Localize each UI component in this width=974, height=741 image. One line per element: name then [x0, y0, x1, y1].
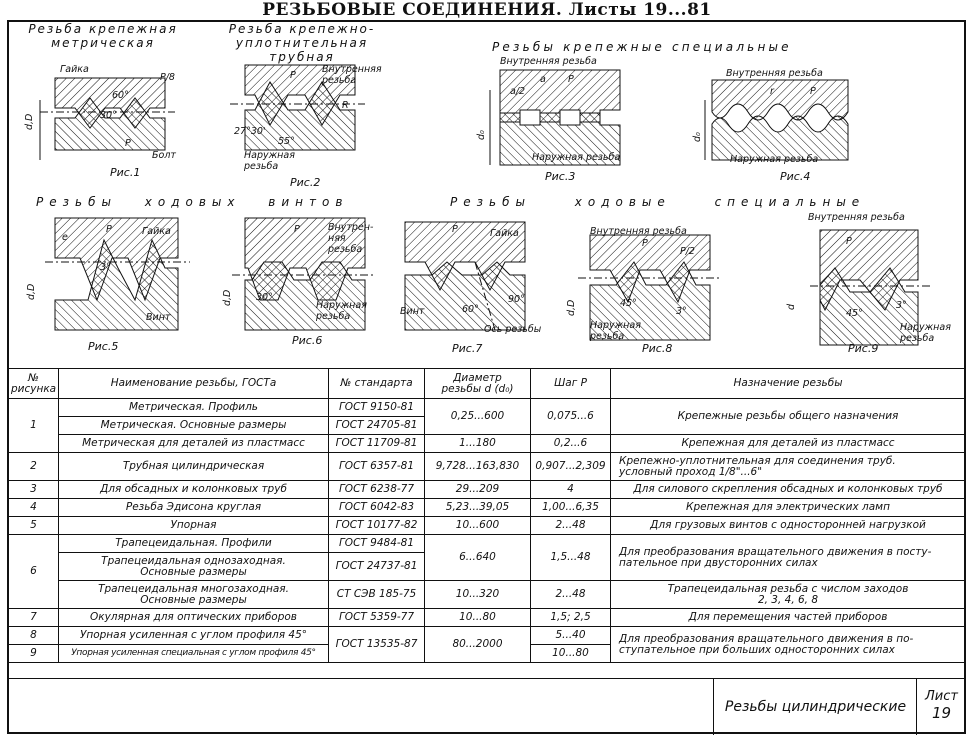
row-purpose: Для грузовых винтов с односторонней нагрузкой — [611, 517, 966, 535]
row-step: 5...40 — [531, 627, 611, 645]
sheet-label: Лист — [925, 689, 958, 704]
fig4-external-label: Наружная резьба — [730, 154, 819, 165]
fig4-r-label: r — [770, 86, 774, 97]
fig5-3-label: 3° — [100, 262, 111, 273]
row-std: ГОСТ 6042-83 — [329, 499, 425, 517]
row-no: 7 — [9, 609, 59, 627]
row-step: 4 — [531, 481, 611, 499]
group-metric-title: Резьба крепежная метрическая — [28, 22, 178, 50]
table-row — [9, 481, 966, 499]
row-name: Резьба Эдисона круглая — [59, 499, 329, 517]
table-row — [9, 627, 966, 645]
fig1-p-label: P — [125, 138, 131, 149]
row-dia: 29...209 — [425, 481, 531, 499]
row-std: ГОСТ 11709-81 — [329, 435, 425, 453]
fig9-3-label: 3° — [896, 300, 907, 311]
fig7-nut-label: Гайка — [490, 228, 519, 239]
row-purpose: Трапецеидальная резьба с числом заходов 2, 3, 4, 6, 8 — [611, 581, 966, 609]
fig8-internal-label: Внутренняя резьба — [590, 226, 687, 237]
row-purpose: Для силового скрепления обсадных и колонковых труб — [611, 481, 966, 499]
row-no: 3 — [9, 481, 59, 499]
fig7-screw-label: Винт — [400, 306, 425, 317]
fig6-p-label: P — [294, 224, 300, 235]
fig5-screw-label: Винт — [146, 312, 171, 323]
fig4-p-label: P — [810, 86, 816, 97]
fig8-45-label: 45° — [620, 298, 637, 309]
fig2-r-label: R — [342, 100, 349, 111]
fig8-p2-label: P/2 — [680, 246, 695, 257]
header-dia: Диаметр резьбы d (d₀) — [425, 369, 531, 399]
row-purpose: Для преобразования вращательного движения в по- ступательное при больших односторонних силах — [611, 627, 966, 663]
row-step: 1,5...48 — [531, 535, 611, 581]
row-purpose: Для преобразования вращательного движения в посту- пательное при двусторонних силах — [611, 535, 966, 581]
row-name: Метрическая для деталей из пластмасс — [59, 435, 329, 453]
caption-fig8: Рис.8 — [642, 342, 673, 355]
table-row — [9, 453, 966, 481]
header-name: Наименование резьбы, ГОСТа — [59, 369, 329, 399]
fig1-dd-label: d,D — [24, 113, 35, 130]
row-no: 1 — [9, 399, 59, 453]
caption-fig2: Рис.2 — [290, 176, 321, 189]
fig5-nut-label: Гайка — [142, 226, 171, 237]
table-header-row — [9, 369, 966, 399]
caption-fig4: Рис.4 — [780, 170, 811, 183]
fig8-dd-label: d,D — [566, 299, 577, 316]
table-row — [9, 517, 966, 535]
fig5-p-label: P — [106, 224, 112, 235]
fig9-p-label: P — [846, 236, 852, 247]
fig9-45-label: 45° — [846, 308, 863, 319]
row-step: 2...48 — [531, 517, 611, 535]
row-name: Для обсадных и колонковых труб — [59, 481, 329, 499]
header-step: Шаг P — [531, 369, 611, 399]
row-name: Трубная цилиндрическая — [59, 453, 329, 481]
fig3-p-label: P — [568, 74, 574, 85]
figure-3-special-thread — [490, 70, 620, 165]
row-std: ГОСТ 6357-81 — [329, 453, 425, 481]
fig5-dd-label: d,D — [26, 283, 37, 300]
fig9-external-label: Наружная резьба — [900, 322, 951, 344]
caption-fig5: Рис.5 — [88, 340, 119, 353]
row-name: Упорная усиленная специальная с углом профиля 45° — [59, 645, 329, 663]
row-no: 8 — [9, 627, 59, 645]
row-std: ГОСТ 24705-81 — [329, 417, 425, 435]
row-purpose: Крепежные резьбы общего назначения — [611, 399, 966, 435]
fig1-nut-label: Гайка — [60, 64, 89, 75]
fig7-axis-label: Ось резьбы — [484, 324, 542, 335]
row-std: ГОСТ 5359-77 — [329, 609, 425, 627]
fig3-internal-label: Внутренняя резьба — [500, 56, 597, 67]
fig1-bolt-label: Болт — [152, 150, 176, 161]
row-name: Упорная — [59, 517, 329, 535]
row-purpose: Крепежная для электрических ламп — [611, 499, 966, 517]
row-name: Окулярная для оптических приборов — [59, 609, 329, 627]
fig7-90-label: 90° — [508, 294, 525, 305]
fig8-external-label: Наружная резьба — [590, 320, 641, 342]
fig3-a-label: a — [540, 74, 546, 85]
fig7-60-label: 60° — [462, 304, 479, 315]
row-std: ГОСТ 24737-81 — [329, 553, 425, 581]
fig4-internal-label: Внутренняя резьба — [726, 68, 823, 79]
row-no: 4 — [9, 499, 59, 517]
fig5-e-label: e — [62, 232, 68, 243]
thread-spec-table — [8, 368, 966, 663]
row-dia: 9,728...163,830 — [425, 453, 531, 481]
fig8-3-label: 3° — [676, 306, 687, 317]
fig4-d0-label: d₀ — [692, 132, 703, 142]
fig1-60-label: 60° — [112, 90, 129, 101]
table-row — [9, 535, 966, 553]
fig2-external-label: Наружная резьба — [244, 150, 295, 172]
fig1-30-label: 30° — [100, 110, 117, 121]
fig6-external-label: Наружная резьба — [316, 300, 367, 322]
header-fig-no: № рисунка — [9, 369, 59, 399]
row-step: 1,5; 2,5 — [531, 609, 611, 627]
section-name: Резьбы цилиндрические — [713, 679, 917, 735]
row-std: ГОСТ 9484-81 — [329, 535, 425, 553]
row-std: ГОСТ 13535-87 — [329, 627, 425, 663]
row-step: 1,00...6,35 — [531, 499, 611, 517]
fig6-30-label: 30° — [256, 292, 273, 303]
row-dia: 5,23...39,05 — [425, 499, 531, 517]
group-lead-title: Резьбы ходовых винтов — [36, 195, 349, 209]
fig8-p-label: P — [642, 238, 648, 249]
row-step: 10...80 — [531, 645, 611, 663]
fig1-p8-label: P/8 — [160, 72, 175, 83]
group-lead-special-title: Резьбы ходовые специальные — [450, 195, 866, 209]
page-title: РЕЗЬБОВЫЕ СОЕДИНЕНИЯ. Листы 19...81 — [262, 0, 712, 20]
fig3-external-label: Наружная резьба — [532, 152, 621, 163]
header-purpose: Назначение резьбы — [611, 369, 966, 399]
caption-fig6: Рис.6 — [292, 334, 323, 347]
row-no: 5 — [9, 517, 59, 535]
row-std: ГОСТ 10177-82 — [329, 517, 425, 535]
group-special-title: Резьбы крепежные специальные — [492, 40, 792, 54]
fig2-p-label: P — [290, 70, 296, 81]
fig9-internal-label: Внутренняя резьба — [808, 212, 905, 223]
figure-4-round-thread — [705, 80, 848, 160]
table-row — [9, 435, 966, 453]
row-dia: 6...640 — [425, 535, 531, 581]
caption-fig1: Рис.1 — [110, 166, 141, 179]
row-step: 0,907...2,309 — [531, 453, 611, 481]
header-std: № стандарта — [329, 369, 425, 399]
row-std: ГОСТ 6238-77 — [329, 481, 425, 499]
row-step: 2...48 — [531, 581, 611, 609]
row-no: 6 — [9, 535, 59, 609]
table-row — [9, 499, 966, 517]
row-step: 0,075...6 — [531, 399, 611, 435]
fig3-d0-label: d₀ — [476, 130, 487, 140]
group-pipe-title: Резьба крепежно- уплотнительная трубная — [228, 22, 376, 64]
row-purpose: Крепежная для деталей из пластмасс — [611, 435, 966, 453]
row-name: Упорная усиленная с углом профиля 45° — [59, 627, 329, 645]
row-step: 0,2...6 — [531, 435, 611, 453]
caption-fig7: Рис.7 — [452, 342, 483, 355]
fig7-p-label: P — [452, 224, 458, 235]
row-dia: 80...2000 — [425, 627, 531, 663]
row-dia: 10...80 — [425, 609, 531, 627]
row-no: 9 — [9, 645, 59, 663]
table-row — [9, 609, 966, 627]
row-name: Трапецеидальная. Профили — [59, 535, 329, 553]
row-dia: 10...600 — [425, 517, 531, 535]
fig2-2730-label: 27°30' — [234, 126, 266, 137]
sheet-number: 19 — [931, 704, 952, 722]
row-std: СТ СЭВ 185-75 — [329, 581, 425, 609]
fig9-d-label: d — [786, 303, 797, 310]
title-block — [8, 678, 965, 735]
row-name: Трапецеидальная однозаходная. Основные размеры — [59, 553, 329, 581]
fig3-a12-label: a/2 — [510, 86, 526, 97]
caption-fig9: Рис.9 — [848, 342, 879, 355]
table-row — [9, 581, 966, 609]
sheet-number-box — [916, 679, 966, 735]
row-purpose: Для перемещения частей приборов — [611, 609, 966, 627]
row-dia: 10...320 — [425, 581, 531, 609]
fig2-internal-label: Внутренняя резьба — [322, 64, 382, 86]
fig6-dd-label: d,D — [222, 289, 233, 306]
row-no: 2 — [9, 453, 59, 481]
caption-fig3: Рис.3 — [545, 170, 576, 183]
row-purpose: Крепежно-уплотнительная для соединения труб. условный проход 1/8"...6" — [611, 453, 966, 481]
row-name: Трапецеидальная многозаходная. Основные размеры — [59, 581, 329, 609]
row-dia: 1...180 — [425, 435, 531, 453]
fig2-55-label: 55° — [278, 136, 295, 147]
row-name: Метрическая. Основные размеры — [59, 417, 329, 435]
row-std: ГОСТ 9150-81 — [329, 399, 425, 417]
row-dia: 0,25...600 — [425, 399, 531, 435]
table-row — [9, 399, 966, 417]
fig6-internal-label: Внутрен- няя резьба — [328, 222, 374, 255]
row-name: Метрическая. Профиль — [59, 399, 329, 417]
